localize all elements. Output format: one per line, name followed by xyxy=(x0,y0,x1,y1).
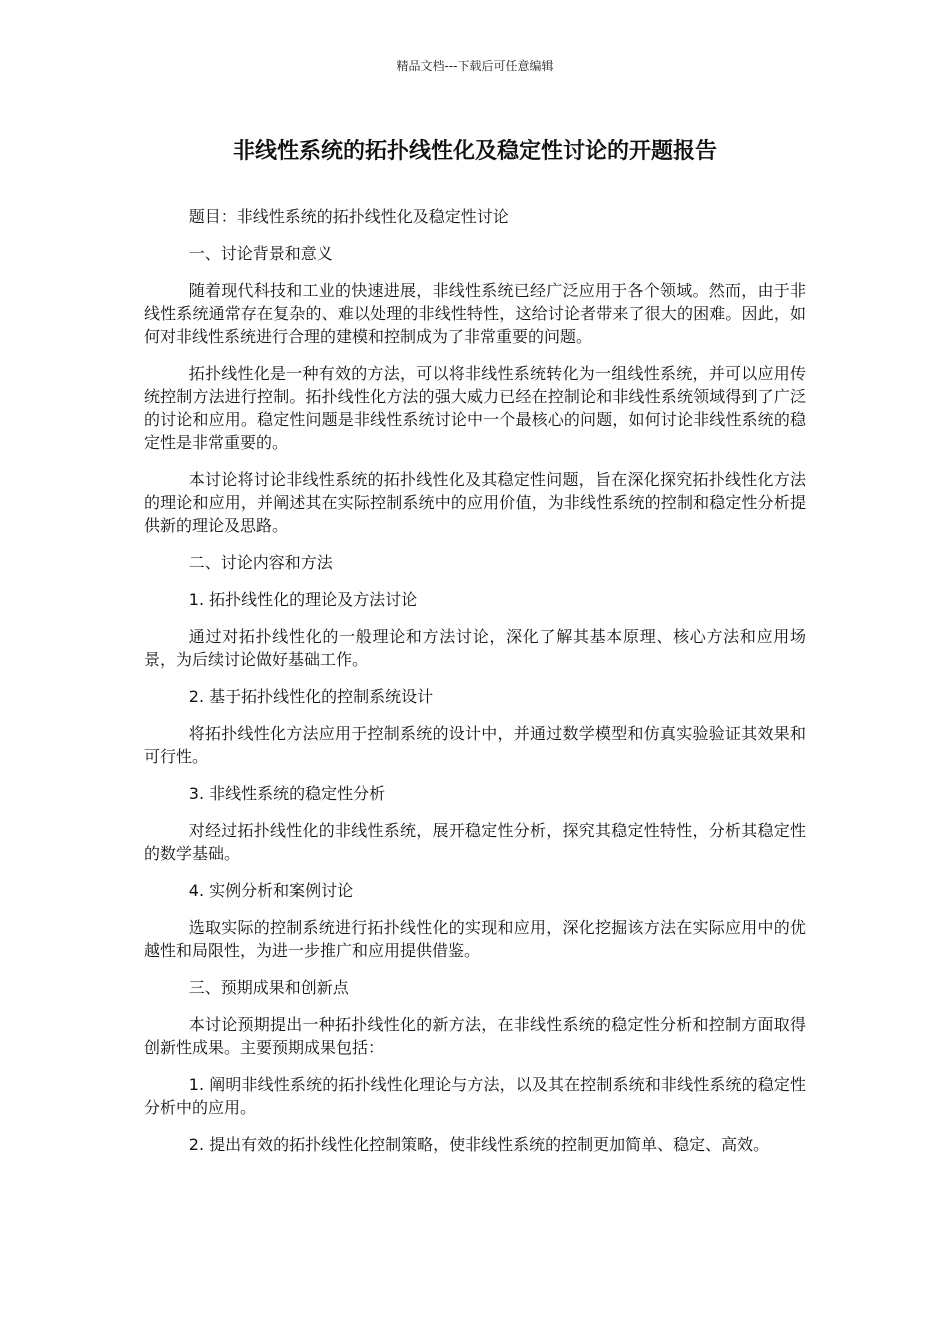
document-body xyxy=(144,205,806,1170)
section-heading-content: 二、讨论内容和方法 xyxy=(188,553,333,572)
subject-line: 题目：非线性系统的拓扑线性化及稳定性讨论 xyxy=(188,207,509,226)
header-note: 精品文档---下载后可任意编辑 xyxy=(396,59,554,73)
paragraph: 对经过拓扑线性化的非线性系统，展开稳定性分析，探究其稳定性特性，分析其稳定性的数学基础。 xyxy=(144,821,806,863)
subheading: 3. 非线性系统的稳定性分析 xyxy=(188,784,386,803)
paragraph: 将拓扑线性化方法应用于控制系统的设计中，并通过数学模型和仿真实验验证其效果和可行性。 xyxy=(144,724,806,766)
paragraph: 选取实际的控制系统进行拓扑线性化的实现和应用，深化挖掘该方法在实际应用中的优越性和局限性，为进一步推广和应用提供借鉴。 xyxy=(144,918,806,960)
section-heading-outcomes: 三、预期成果和创新点 xyxy=(188,978,349,997)
paragraph: 通过对拓扑线性化的一般理论和方法讨论，深化了解其基本原理、核心方法和应用场景，为后续讨论做好基础工作。 xyxy=(144,627,806,669)
document-title: 非线性系统的拓扑线性化及稳定性讨论的开题报告 xyxy=(232,139,717,164)
subheading: 4. 实例分析和案例讨论 xyxy=(188,881,354,900)
list-item: 1. 阐明非线性系统的拓扑线性化理论与方法，以及其在控制系统和非线性系统的稳定性分析中的应用。 xyxy=(144,1075,806,1117)
subheading: 1. 拓扑线性化的理论及方法讨论 xyxy=(188,590,418,609)
paragraph: 随着现代科技和工业的快速进展，非线性系统已经广泛应用于各个领域。然而，由于非线性系统通常存在复杂的、难以处理的非线性特性，这给讨论者带来了很大的困难。因此，如何对非线性系统进行合理的建模和控制成为了非常重要的问题。 xyxy=(144,281,806,346)
list-item: 2. 提出有效的拓扑线性化控制策略，使非线性系统的控制更加简单、稳定、高效。 xyxy=(188,1135,770,1154)
paragraph: 本讨论预期提出一种拓扑线性化的新方法，在非线性系统的稳定性分析和控制方面取得创新性成果。主要预期成果包括： xyxy=(144,1015,806,1057)
paragraph: 本讨论将讨论非线性系统的拓扑线性化及其稳定性问题，旨在深化探究拓扑线性化方法的理论和应用，并阐述其在实际控制系统中的应用价值，为非线性系统的控制和稳定性分析提供新的理论及思路。 xyxy=(144,470,806,535)
section-heading-background: 一、讨论背景和意义 xyxy=(188,244,333,263)
subheading: 2. 基于拓扑线性化的控制系统设计 xyxy=(188,687,434,706)
paragraph: 拓扑线性化是一种有效的方法，可以将非线性系统转化为一组线性系统，并可以应用传统控制方法进行控制。拓扑线性化方法的强大威力已经在控制论和非线性系统领域得到了广泛的讨论和应用。稳定性问题是非线性系统讨论中一个最核心的问题，如何讨论非线性系统的稳定性是非常重要的。 xyxy=(144,364,806,452)
